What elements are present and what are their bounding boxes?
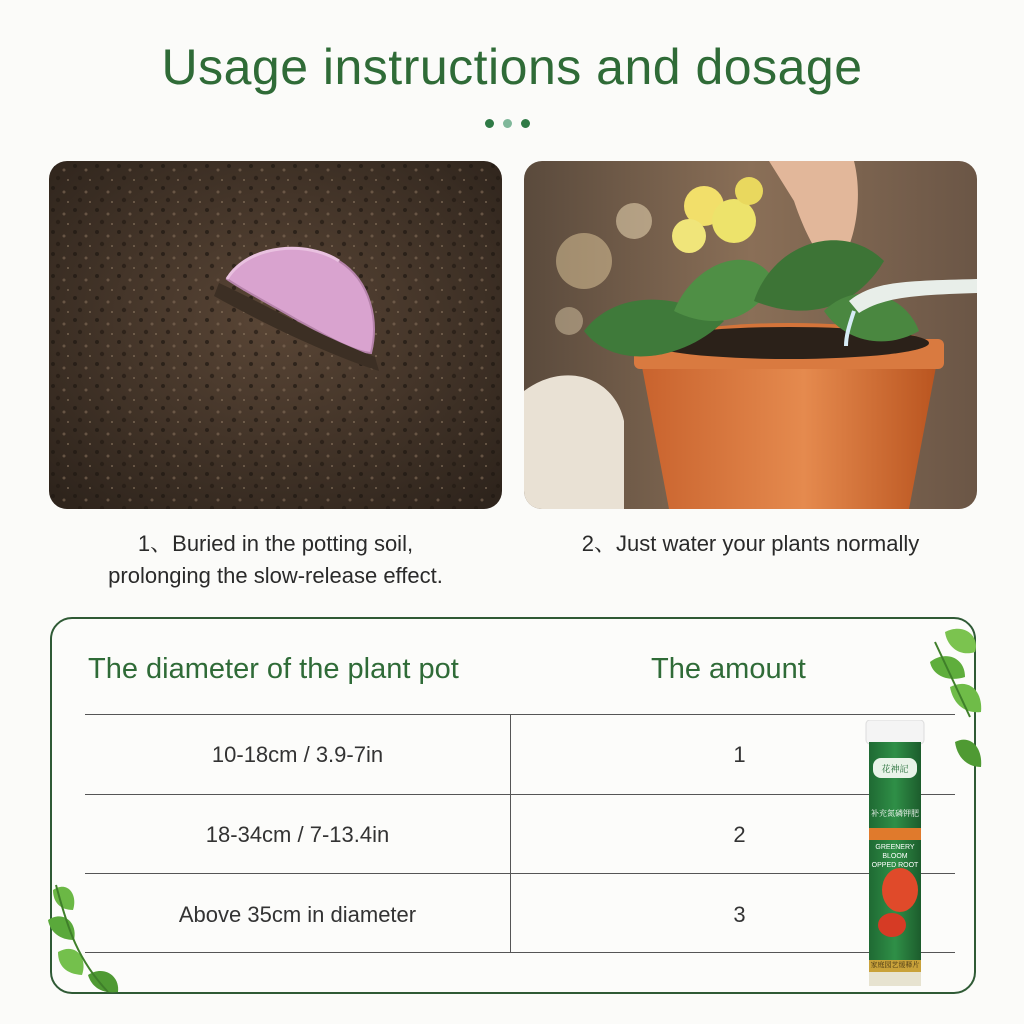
table-cell-diameter: 10-18cm / 3.9-7in [211, 742, 384, 767]
product-tube-image [860, 720, 930, 990]
table-divider [85, 714, 955, 715]
table-cell-amount: 1 [733, 742, 746, 767]
decorative-dots [485, 119, 530, 128]
table-cell-diameter: Above 35cm in diameter [178, 902, 417, 927]
step-1-caption-line1: 1、Buried in the potting soil, [137, 531, 414, 556]
product-text-en-2: BLOOM [882, 853, 908, 860]
table-cell-amount: 3 [733, 902, 746, 927]
table-divider [85, 794, 955, 795]
product-text-en-3: OPPED ROOT [871, 862, 919, 869]
step-2-caption-line1: 2、Just water your plants normally [581, 531, 920, 556]
product-line1: 补充氮磷钾肥 [871, 809, 919, 818]
soil-tablet-photo [49, 161, 502, 509]
dot-icon [485, 119, 494, 128]
table-header-diameter: The diameter of the plant pot [88, 653, 459, 685]
product-bottom-label: 家庭园艺缓释片 [870, 962, 920, 969]
step-1-caption-line2: prolonging the slow-release effect. [108, 563, 443, 588]
leaf-icon [48, 880, 138, 995]
table-header-amount: The amount [651, 653, 806, 685]
table-cell-diameter: 18-34cm / 7-13.4in [205, 822, 390, 847]
dot-icon [521, 119, 530, 128]
step-1-caption [49, 528, 502, 592]
product-text-en-1: GREENERY [875, 844, 915, 851]
table-divider [85, 952, 955, 953]
table-divider [85, 873, 955, 874]
page-title: Usage instructions and dosage [161, 39, 863, 95]
dot-icon [503, 119, 512, 128]
table-column-divider [510, 714, 511, 953]
watering-plant-photo [524, 161, 977, 509]
step-2-caption [524, 528, 977, 560]
table-cell-amount: 2 [733, 822, 746, 847]
product-brand-label: 花神記 [881, 764, 909, 774]
